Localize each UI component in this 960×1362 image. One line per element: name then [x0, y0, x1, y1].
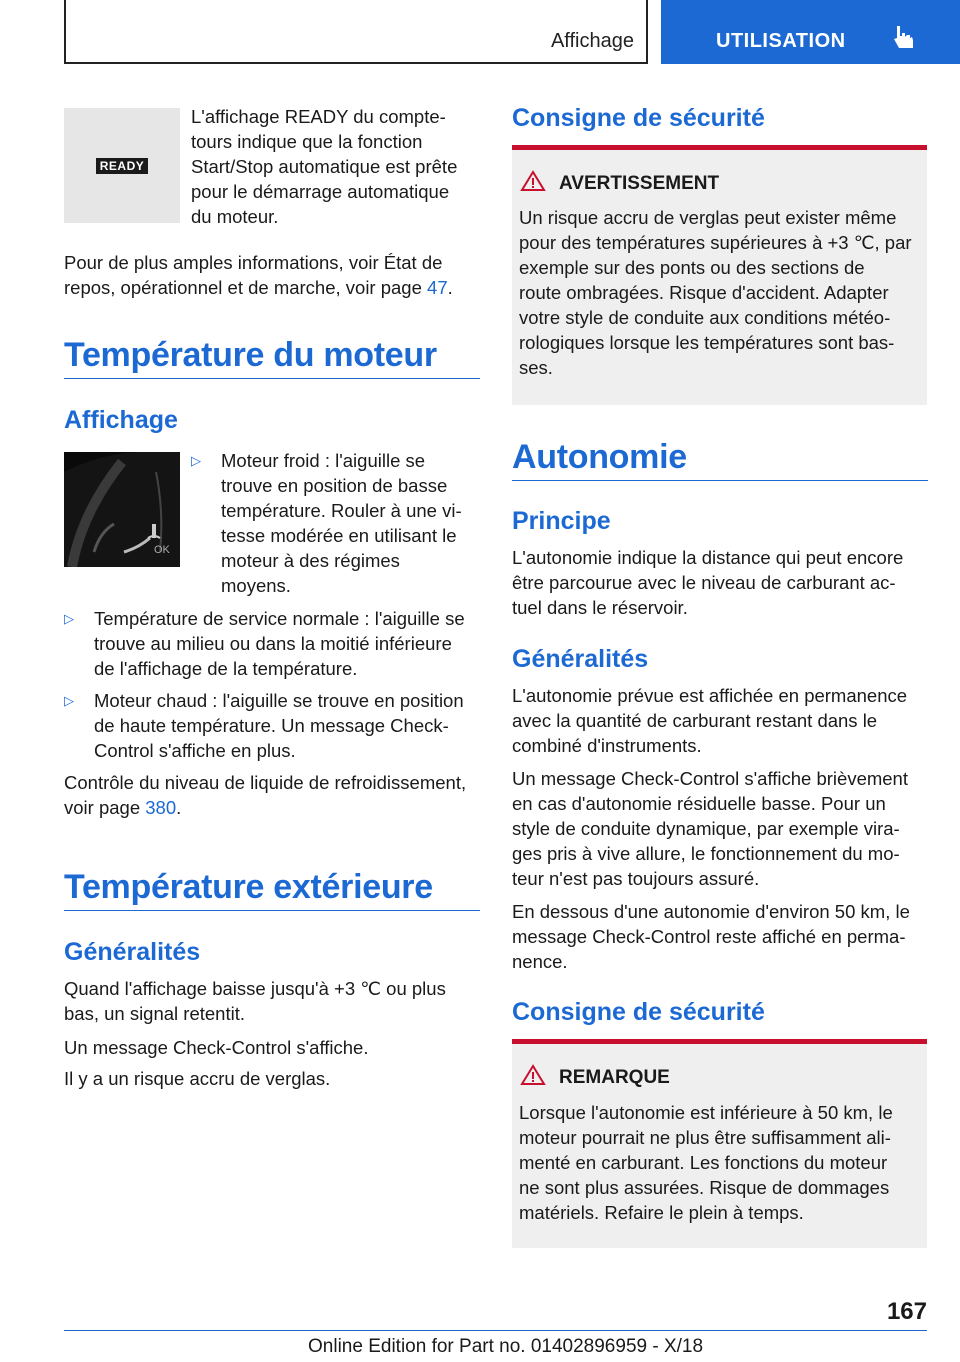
outside-temp-ice-risk: Il y a un risque accru de verglas. [64, 1068, 331, 1089]
text-line: moyens. [221, 575, 291, 596]
text-line: L'autonomie prévue est affichée en permanence [512, 685, 908, 706]
heading-outside-temperature: Température extérieure [64, 868, 433, 906]
footer-rule [64, 1330, 927, 1331]
header-chapter-tab [661, 0, 960, 64]
text-line: L'affichage READY du compte- [191, 106, 446, 127]
text-span: . [447, 277, 453, 298]
text-line: pour des températures supérieures à +3 ℃, par [519, 232, 912, 253]
text-line: du moteur. [191, 206, 279, 227]
text-span: voir page [64, 797, 146, 818]
text-line: ses. [519, 357, 553, 378]
heading-range: Autonomie [512, 438, 687, 476]
pointing-hand-icon [891, 24, 915, 52]
outside-temp-paragraph [64, 976, 446, 1026]
heading-rule [64, 910, 480, 911]
text-line: Pour de plus amples informations, voir État de [64, 252, 443, 273]
heading-rule [64, 378, 480, 379]
text-line [64, 795, 466, 820]
bullet-triangle-icon: ▷ [191, 453, 201, 468]
text-line: L'autonomie indique la distance qui peut encore [512, 547, 904, 568]
range-principle-text [512, 545, 903, 620]
text-line: matériels. Refaire le plein à temps. [519, 1202, 804, 1223]
text-line: tuel dans le réservoir. [512, 597, 688, 618]
text-line: moteur pourrait ne plus être suffisamment ali- [519, 1127, 891, 1148]
text-line: style de conduite dynamique, par exemple vira- [512, 818, 900, 839]
subheading-principle: Principe [512, 507, 611, 535]
header-chapter-label: UTILISATION [716, 30, 846, 52]
text-line: Control s'affiche en plus. [94, 740, 296, 761]
text-line: de haute température. Un message Check- [94, 715, 449, 736]
text-line: Lorsque l'autonomie est inférieure à 50 km, le [519, 1102, 893, 1123]
text-line [64, 275, 453, 300]
text-line: Un risque accru de verglas peut exister même [519, 207, 897, 228]
page-number: 167 [886, 1298, 927, 1325]
text-line: Moteur froid : l'aiguille se [221, 450, 426, 471]
text-line: avec la quantité de carburant restant dans le [512, 710, 878, 731]
text-line: exemple sur des ponts ou des sections de [519, 257, 865, 278]
text-line: Quand l'affichage baisse jusqu'à +3 ℃ ou plus [64, 978, 446, 999]
text-line: rologiques lorsque les températures sont bas- [519, 332, 895, 353]
text-line: votre style de conduite aux conditions météo- [519, 307, 891, 328]
heading-engine-temperature: Température du moteur [64, 336, 437, 374]
header-section-tab [64, 0, 648, 64]
bullet-triangle-icon: ▷ [64, 611, 74, 626]
text-line: Start/Stop automatique est prête [191, 156, 458, 177]
text-line: température. Rouler à une vi- [221, 500, 462, 521]
text-line: ges pris à vive allure, le fonctionnement du mo- [512, 843, 900, 864]
text-line: Moteur chaud : l'aiguille se trouve en position [94, 690, 464, 711]
notice-text [519, 1100, 893, 1225]
text-span: . [176, 797, 182, 818]
text-line: trouve en position de basse [221, 475, 448, 496]
text-line: En dessous d'une autonomie d'environ 50 km, le [512, 901, 910, 922]
warning-triangle-icon [520, 1064, 546, 1086]
warning-box [512, 145, 927, 405]
text-line: ne sont plus assurées. Risque de dommages [519, 1177, 890, 1198]
text-line: trouve au milieu ou dans la moitié inférieure [94, 633, 452, 654]
range-general-text-1 [512, 683, 907, 758]
heading-safety-note: Consigne de sécurité [512, 104, 765, 132]
temperature-gauge-image [64, 452, 180, 567]
text-line: de l'affichage de la température. [94, 658, 358, 679]
text-line: Température de service normale : l'aiguille se [94, 608, 465, 629]
text-line: combiné d'instruments. [512, 735, 702, 756]
text-line: en cas d'autonomie résiduelle basse. Pour un [512, 793, 886, 814]
page-link-47[interactable]: 47 [427, 277, 448, 298]
text-line: Contrôle du niveau de liquide de refroidissement, [64, 772, 467, 793]
text-line: nence. [512, 951, 568, 972]
coolant-reference [64, 770, 466, 820]
subheading-general: Généralités [512, 645, 649, 673]
text-line: être parcourue avec le niveau de carburant ac- [512, 572, 896, 593]
footer-edition: Online Edition for Part no. 01402896959 - X/18 [308, 1336, 704, 1357]
text-line: tours indique que la fonction [191, 131, 423, 152]
text-line: menté en carburant. Les fonctions du moteur [519, 1152, 888, 1173]
heading-rule [512, 480, 928, 481]
warning-text [519, 205, 912, 380]
text-line: Un message Check-Control s'affiche brièvement [512, 768, 908, 789]
bullet-triangle-icon: ▷ [64, 693, 74, 708]
notice-label: REMARQUE [559, 1067, 670, 1088]
warning-triangle-icon [520, 170, 546, 192]
text-line: bas, un signal retentit. [64, 1003, 245, 1024]
heading-safety-note-2: Consigne de sécurité [512, 998, 765, 1026]
text-line: moteur à des régimes [221, 550, 400, 571]
page-link-380[interactable]: 380 [145, 797, 177, 818]
range-general-text-2 [512, 766, 908, 891]
ready-description [191, 104, 457, 229]
text-line: teur n'est pas toujours assuré. [512, 868, 760, 889]
outside-temp-check-control: Un message Check-Control s'affiche. [64, 1037, 369, 1058]
text-line: pour le démarrage automatique [191, 181, 450, 202]
header-section-label: Affichage [550, 30, 634, 52]
subheading-general: Généralités [64, 938, 201, 966]
range-general-text-3 [512, 899, 910, 974]
text-span: repos, opérationnel et de marche, voir page [64, 277, 428, 298]
subheading-display: Affichage [64, 406, 178, 434]
ready-indicator-image [64, 108, 180, 223]
text-line: route ombragées. Risque d'accident. Adapter [519, 282, 889, 303]
ready-more-info [64, 250, 453, 300]
notice-box [512, 1039, 927, 1248]
text-line: tesse modérée en utilisant le [221, 525, 457, 546]
ready-badge: READY [96, 158, 148, 174]
warning-label: AVERTISSEMENT [559, 173, 720, 194]
text-line: message Check-Control reste affiché en perma- [512, 926, 906, 947]
gauge-ok-label: OK [154, 544, 170, 556]
